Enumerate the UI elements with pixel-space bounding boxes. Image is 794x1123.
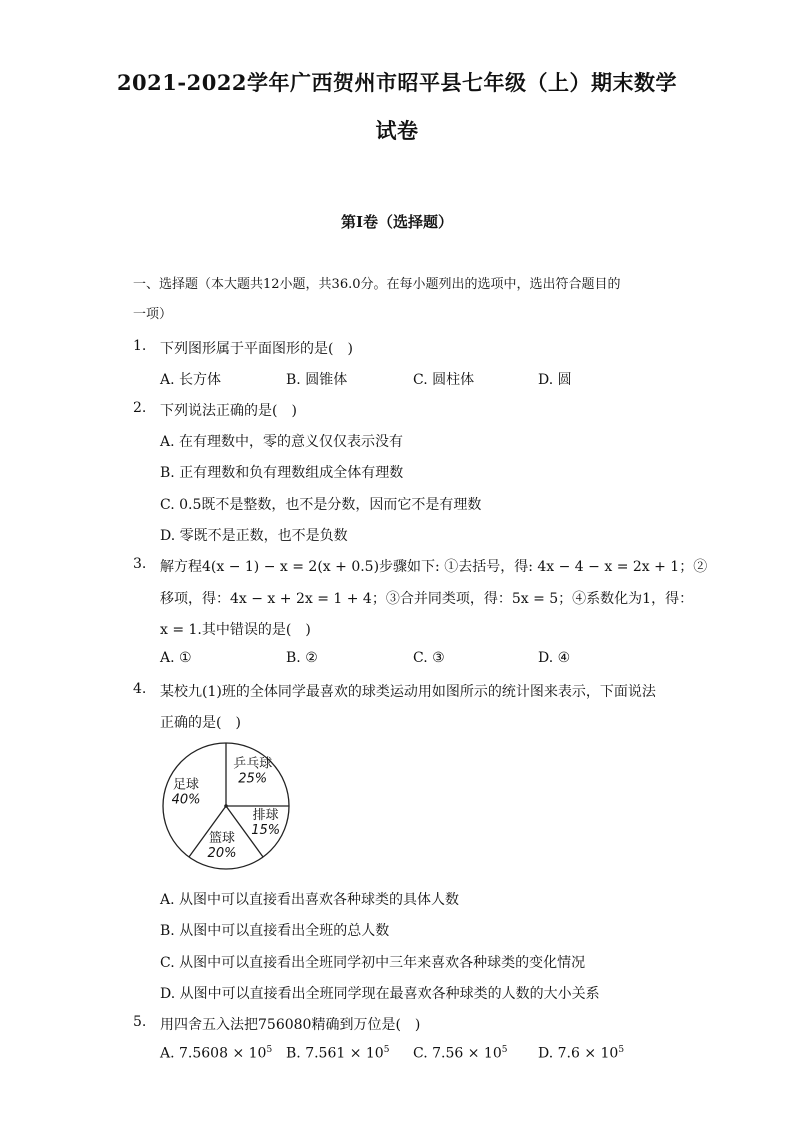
question-text: 下列图形属于平面图形的是( ) (160, 341, 353, 357)
q1-option-b[interactable]: B. 圆锥体 (286, 372, 348, 388)
q5-option-c[interactable] (413, 1045, 507, 1062)
pie-slice-value: 20% (207, 845, 237, 861)
q3-option-a[interactable]: A. ① (160, 650, 192, 666)
option-label: C. 7.56 × 10 (413, 1045, 502, 1062)
q4-option-d[interactable]: D. 从图中可以直接看出全班同学现在最喜欢各种球类的人数的大小关系 (160, 986, 600, 1002)
q5-option-a[interactable] (160, 1045, 272, 1062)
exam-title-line1: 2021-2022学年广西贺州市昭平县七年级（上）期末数学 (116, 70, 678, 95)
section-heading (133, 270, 673, 330)
question-text-line1: 解方程4(x − 1) − x = 2(x + 0.5)步骤如下: ①去括号，得: 4x − 4 − x = 2x + 1；② (160, 559, 708, 575)
q1-option-c[interactable]: C. 圆柱体 (413, 372, 475, 388)
option-exponent: 5 (383, 1045, 390, 1055)
pie-slice-label: 排球 (252, 808, 279, 824)
q2-option-b[interactable]: B. 正有理数和负有理数组成全体有理数 (160, 465, 404, 481)
option-label: A. 7.5608 × 10 (160, 1045, 267, 1062)
option-exponent: 5 (501, 1045, 508, 1055)
exam-title-line2: 试卷 (375, 118, 419, 143)
q5-option-d[interactable] (538, 1045, 624, 1062)
pie-slice-label: 乒乓球 (233, 756, 273, 772)
option-exponent: 5 (266, 1045, 273, 1055)
q2-option-a[interactable]: A. 在有理数中，零的意义仅仅表示没有 (160, 434, 404, 450)
q4-option-a[interactable]: A. 从图中可以直接看出喜欢各种球类的具体人数 (160, 892, 460, 908)
q3-option-b[interactable]: B. ② (286, 650, 318, 666)
q3-option-c[interactable]: C. ③ (413, 650, 445, 666)
option-label: D. 7.6 × 10 (538, 1045, 619, 1062)
q1-option-d[interactable]: D. 圆 (538, 372, 572, 388)
part-title: 第I卷（选择题） (340, 213, 454, 231)
question-number: 4. (133, 681, 147, 697)
question-3-line3: x = 1.其中错误的是( ) (160, 622, 311, 638)
question-text: 下列说法正确的是( ) (160, 403, 297, 419)
question-number: 1. (133, 338, 147, 354)
section-label-cont: 一项） (133, 307, 173, 322)
pie-center (224, 804, 228, 808)
question-3-line2: 移项，得：4x − x + 2x = 1 + 4；③合并同类项，得：5x = 5；④系数化为1，得： (160, 591, 694, 607)
question-text-line1: 某校九(1)班的全体同学最喜欢的球类运动用如图所示的统计图来表示，下面说法 (160, 684, 656, 700)
pie-chart (160, 742, 300, 872)
section-label: 一、选择题（本大题共12小题，共36.0分。在每小题列出的选项中，选出符合题目的 (133, 277, 621, 292)
q4-option-b[interactable]: B. 从图中可以直接看出全班的总人数 (160, 923, 390, 939)
pie-slice-label: 足球 (173, 777, 200, 793)
question-number: 5. (133, 1014, 147, 1030)
q2-option-c[interactable]: C. 0.5既不是整数，也不是分数，因而它不是有理数 (160, 497, 482, 513)
pie-slice-value: 15% (251, 823, 281, 839)
question-4-line2: 正确的是( ) (160, 715, 241, 731)
question-number: 3. (133, 556, 147, 572)
question-text: 用四舍五入法把756080精确到万位是( ) (160, 1017, 421, 1033)
q3-option-d[interactable]: D. ④ (538, 650, 571, 666)
pie-slice-value: 25% (238, 771, 268, 787)
q5-option-b[interactable] (286, 1045, 389, 1062)
pie-slice-value: 40% (171, 792, 201, 808)
question-number: 2. (133, 400, 147, 416)
q1-option-a[interactable]: A. 长方体 (160, 372, 222, 388)
q4-option-c[interactable]: C. 从图中可以直接看出全班同学初中三年来喜欢各种球类的变化情况 (160, 955, 586, 971)
option-exponent: 5 (618, 1045, 625, 1055)
pie-slice-label: 篮球 (208, 830, 236, 846)
q2-option-d[interactable]: D. 零既不是正数，也不是负数 (160, 528, 348, 544)
option-label: B. 7.561 × 10 (286, 1045, 384, 1062)
